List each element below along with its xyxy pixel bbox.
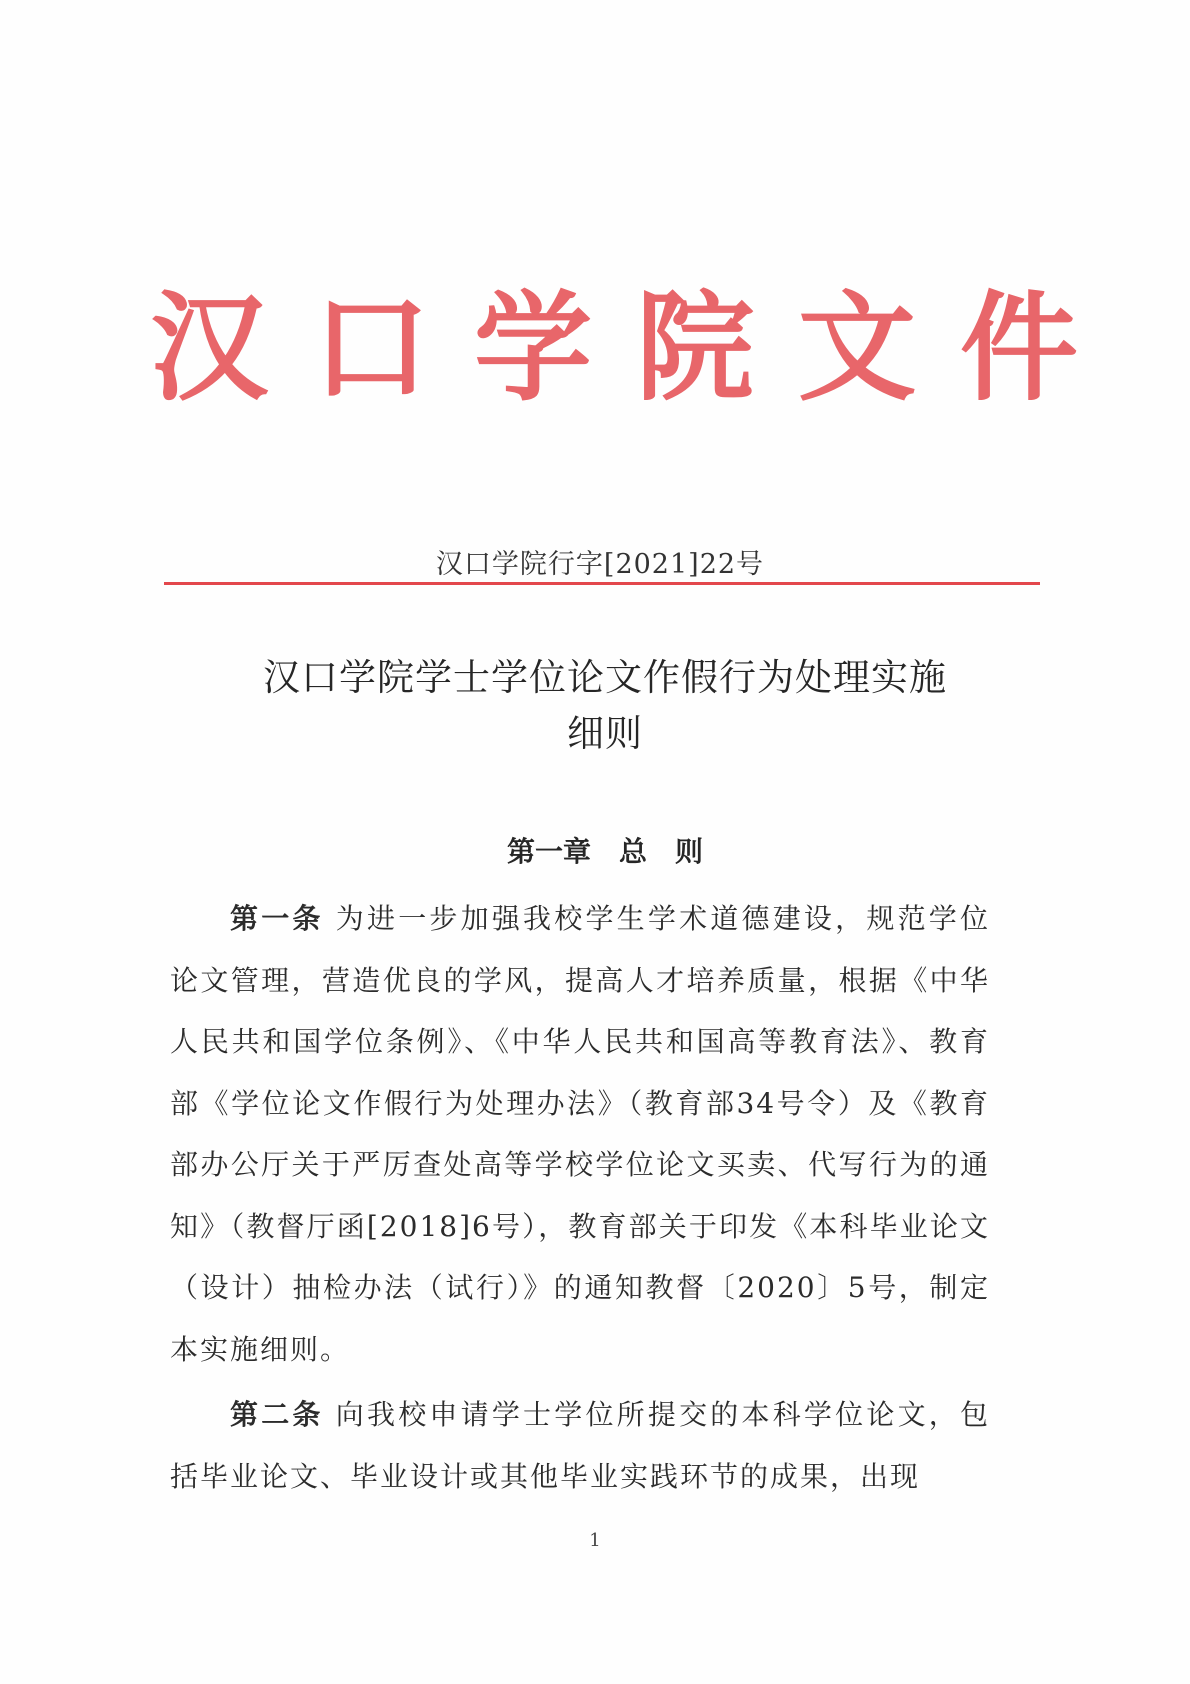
article-label: 第一条 — [230, 902, 324, 935]
page-number: 1 — [589, 1530, 601, 1551]
article-paragraph — [170, 888, 990, 1380]
document-number: 汉口学院行字[2021]22号 — [435, 549, 765, 580]
document-title — [160, 650, 1050, 762]
article-label: 第二条 — [230, 1398, 324, 1431]
article-paragraph — [170, 1384, 990, 1507]
document-title-line-2: 细则 — [567, 712, 643, 755]
chapter-heading: 第一章 总 则 — [506, 835, 703, 868]
article-text: 为进一步加强我校学生学术道德建设，规范学位论文管理，营造优良的学风，提高人才培养质量，根据《中华人民共和国学位条例》、《中华人民共和国高等教育法》、教育部《学位论文作假行为处理办法》（教育部34号令）及《教育部办公厅关于严厉查处高等学校学位论文买卖、代写行为的通知》（教督厅函[2018]6号），教育部关于印发《本科毕业论文（设计）抽检办法（试行）》的通知教督〔2020〕5号，制定本实施细则。 — [170, 902, 990, 1366]
document-title-line-1: 汉口学院学士学位论文作假行为处理实施 — [263, 656, 947, 699]
document-header-title: 汉口学院文件 — [150, 278, 1123, 417]
article-text: 向我校申请学士学位所提交的本科学位论文，包括毕业论文、毕业设计或其他毕业实践环节的成果，出现 — [170, 1398, 990, 1493]
document-body — [170, 888, 990, 1507]
red-divider-line — [164, 582, 1040, 585]
